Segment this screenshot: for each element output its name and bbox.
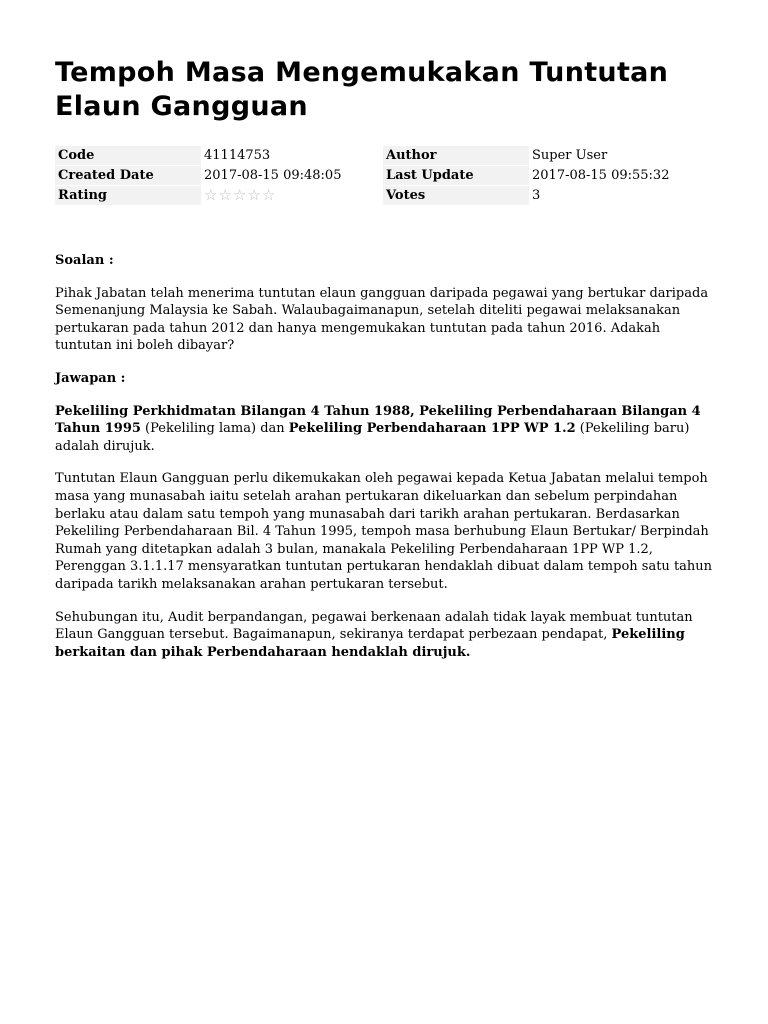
votes-label: Votes <box>383 186 529 205</box>
metadata-table <box>55 145 710 206</box>
code-label: Code <box>55 146 201 165</box>
page-title: Tempoh Masa Mengemukakan Tuntutan Elaun Gangguan <box>55 57 669 122</box>
article-body <box>55 252 713 676</box>
created-date-value: 2017-08-15 09:48:05 <box>204 168 342 183</box>
circular-reference-new: Pekeliling Perbendaharaan 1PP WP 1.2 <box>288 421 576 437</box>
votes-value: 3 <box>532 188 541 203</box>
star-outline-icon: ☆ <box>204 186 218 204</box>
author-value: Super User <box>532 148 608 163</box>
star-outline-icon: ☆ <box>247 186 261 204</box>
star-outline-icon: ☆ <box>218 186 232 204</box>
question-heading: Soalan : <box>55 253 114 268</box>
table-row <box>55 186 710 205</box>
rating-value <box>201 186 383 205</box>
last-update-value: 2017-08-15 09:55:32 <box>532 168 670 183</box>
answer-heading: Jawapan : <box>55 370 126 386</box>
rating-stars <box>204 188 275 203</box>
rating-label: Rating <box>55 186 201 205</box>
created-date-label: Created Date <box>55 166 201 185</box>
code-value: 41114753 <box>204 148 271 163</box>
star-outline-icon: ☆ <box>232 186 247 204</box>
conclusion-bold: Pekeliling berkaitan dan pihak Perbendaharaan hendaklah dirujuk. <box>55 627 685 660</box>
answer-paragraph-3: Sehubungan itu, Audit berpandangan, pegawai berkenaan adalah tidak layak membuat tuntutan Elaun Gangguan tersebut. Bagaimanapun, sekiranya terdapat perbezaan pendapat, Pekeliling berkaitan dan pihak Perbendaharaan hendaklah dirujuk. <box>55 609 693 660</box>
circular-reference-old: Pekeliling Perkhidmatan Bilangan 4 Tahun 1988, Pekeliling Perbendaharaan Bilangan 4 Tahun 1995 <box>55 403 701 437</box>
table-row <box>55 166 710 185</box>
table-row <box>55 146 710 165</box>
question-text: Pihak Jabatan telah menerima tuntutan elaun gangguan daripada pegawai yang bertukar daripada Semenanjung Malaysia ke Sabah. Walaubagaimanapun, setelah diteliti pegawai melaksanakan pertukaran pada tahun 2012 dan hanya mengemukakan tuntutan pada tahun 2016. Adakah tuntutan ini boleh dibayar? <box>55 285 709 354</box>
last-update-label: Last Update <box>383 166 529 185</box>
answer-paragraph-1: Pekeliling Perkhidmatan Bilangan 4 Tahun 1988, Pekeliling Perbendaharaan Bilangan 4 Tahun 1995 (Pekeliling lama) dan Pekeliling Perbendaharaan 1PP WP 1.2 (Pekeliling baru) adalah dirujuk. <box>55 403 701 454</box>
author-label: Author <box>383 146 529 165</box>
star-outline-icon: ☆ <box>261 186 276 204</box>
answer-paragraph-2: Tuntutan Elaun Gangguan perlu dikemukakan oleh pegawai kepada Ketua Jabatan melalui tempoh masa yang munasabah iaitu setelah arahan pertukaran dikeluarkan dan sebelum perpindahan berlaku atau dalam satu tempoh yang munasabah dari tarikh arahan pertukaran. Berdasarkan Pekeliling Perbendaharaan Bil. 4 Tahun 1995, tempoh masa berhubung Elaun Bertukar/ Berpindah Rumah yang ditetapkan adalah 3 bulan, manakala Pekeliling Perbendaharaan 1PP WP 1.2, Perenggan 3.1.1.17 mensyaratkan tuntutan pertukaran hendaklah dibuat dalam tempoh satu tahun daripada tarikh melaksanakan arahan pertukaran tersebut. <box>55 471 713 592</box>
